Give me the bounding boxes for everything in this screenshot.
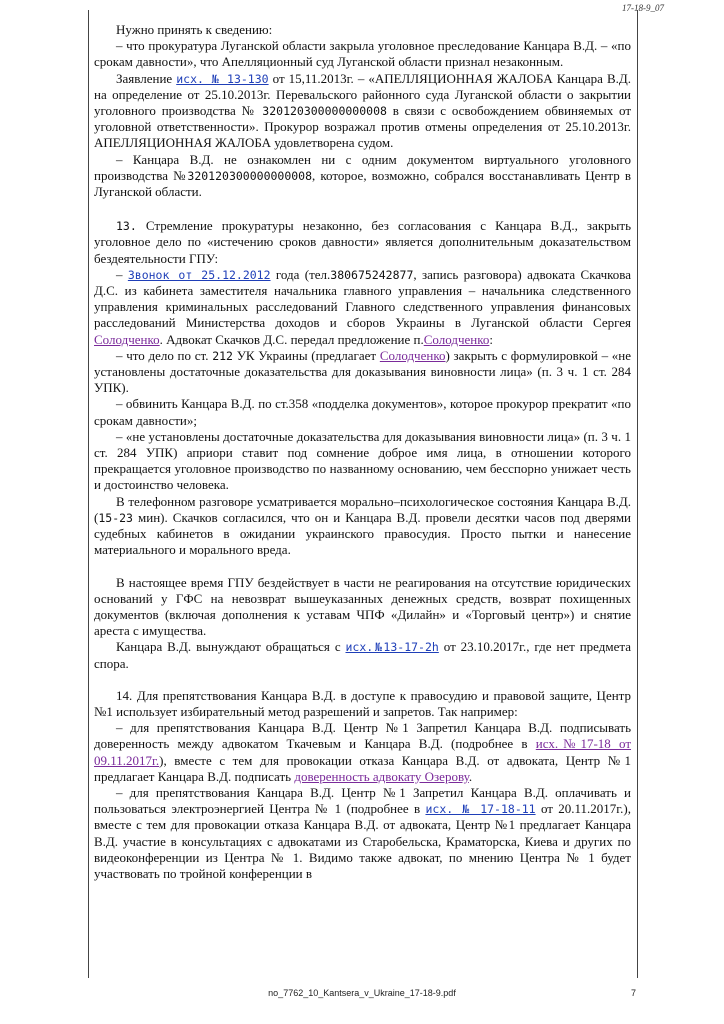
- paragraph-phone-conversation: В телефонном разговоре усматривается морально–психологическое состояния Канцара В.Д. (15-23 мин). Скачков согласился, что он и Канцара В.Д. провели десятки часов под дверями судебных кабинетов в ожидании украинского правосудия. Просто пытки и нанесение материального и морального вреда.: [94, 493, 632, 558]
- page-number: 7: [630, 988, 636, 998]
- person-link[interactable]: Солодченко: [94, 331, 160, 347]
- outgoing-doc-link[interactable]: исх. № 17-18-11: [425, 802, 536, 817]
- case-number: 320120300000000008: [262, 104, 387, 119]
- paragraph-article-212: – что дело по ст. 212 УК Украины (предлагает Солодченко) закрыть с формулировкой – «не установлены достаточные доказательства для доказывания виновности лица» (п. 3 ч. 1 ст. 284 УПК).: [94, 347, 632, 396]
- appeal-doc-link[interactable]: исх. № 13-130: [176, 71, 269, 86]
- paragraph-power-of-attorney: – для препятствования Канцара В.Д. Центр №1 Запретил Канцара В.Д. подписывать доверенность между адвокатом Ткачевым и Канцара В.Д. (подробнее в исх.№17-18 от 09.11.2017г.), вместе с тем для провокации отказа Канцара В.Д. от адвоката, Центр №1 предлагает Канцара В.Д. подписать доверенность адвокату Озерову.: [94, 720, 632, 784]
- person-link[interactable]: Солодченко: [423, 331, 490, 347]
- paragraph-gpu-inaction: В настоящее время ГПУ бездействует в части не реагирования на отсутствие юридических оснований у ГФС на невозврат вышеуказанных денежных средств, возврат похищенных документов (включая дополнения к уставам ЧПФ «Дилайн» и «Торговый центр») и снятие ареста с имущества.: [94, 574, 631, 639]
- paragraph-article-358: – обвинить Канцара В.Д. по ст.358 «подделка документов», которое прокурор прекратит «по срокам давности»;: [94, 396, 631, 428]
- phone-number: 380675242877: [330, 267, 414, 282]
- outgoing-doc-link[interactable]: исх.№13-17-2h: [345, 640, 439, 655]
- attorney-doc-link[interactable]: доверенность адвокату Озерову: [294, 768, 469, 784]
- person-link[interactable]: Солодченко: [379, 347, 446, 363]
- document-body: [94, 22, 631, 882]
- paragraph-electricity: – для препятствования Канцара В.Д. Центр №1 Запретил Канцара В.Д. оплачивать и пользоваться электроэнергией Центра № 1 (подробнее в исх. № 17-18-11 от 20.11.2017г.), вместе с тем для провокации отказа Канцара В.Д. от адвоката, Центр №1 предлагает Канцара В.Д. участие в консультациях с адвокатами из Старобельска, Краматорска, Киева и других по видеоконференции из Центра № 1. Видимо также адвокат, по мнению Центра № 1 будет участвовать по тройной конференции в: [94, 784, 631, 881]
- outgoing-doc-link[interactable]: исх.№17-18 от 09.11.2017г.: [94, 736, 632, 768]
- phone-call-link[interactable]: Звонок от 25.12.2012: [127, 267, 271, 282]
- case-number: 320120300000000008: [187, 168, 313, 183]
- paragraph-presumption: – «не установлены достаточные доказательства для доказывания виновности лица» (п. 3 ч. 1 ст. 284 УПК) априори ставит под сомнение доброе имя лица, в отношении которого прекращается уголовное производство по названному основанию, чем бесспорно унижает честь и достоинство человека.: [94, 428, 631, 493]
- section-number: 13.: [116, 219, 137, 234]
- paragraph-13: 13. Стремление прокуратуры незаконно, без согласования с Канцара В.Д., закрыть уголовное дело по «истечению сроков давности» является дополнительным доказательством бездеятельности ГПУ:: [94, 218, 632, 266]
- footer-filename: no_7762_10_Kantsera_v_Ukraine_17-18-9.pdf: [268, 988, 456, 998]
- paragraph-notice: Нужно принять к сведению:: [116, 22, 273, 37]
- paragraph-not-familiarized: – Канцара В.Д. не ознакомлен ни с одним документом виртуального уголовного производства №320120300000000008, которое, возможно, собрался восстанавливать Центр в Луганской области.: [94, 151, 631, 200]
- paragraph-prosecution-closed: – что прокуратура Луганской области закрыла уголовное преследование Канцара В.Д. – «по срокам давности», что Апелляционный суд Луганской области признал незаконным.: [94, 38, 631, 70]
- paragraph-forced-appeal: Канцара В.Д. вынуждают обращаться с исх.№13-17-2h от 23.10.2017г., где нет предмета спора.: [94, 639, 631, 671]
- page-header-code: 17-18-9_07: [622, 3, 664, 13]
- paragraph-phone-call: – Звонок от 25.12.2012 года (тел.380675242877, запись разговора) адвоката Скачкова Д.С. из кабинета заместителя начальника главного управления – начальника следственного управления криминальных расследований Главного следственного управления финансовых расследований Министерства доходов и сборов Украины в Луганской области Сергея Солодченко. Адвокат Скачков Д.С. передал предложение п.Солодченко:: [94, 266, 631, 347]
- paragraph-appeal: Заявление исх. № 13-130 от 15,11.2013г. – «АПЕЛЛЯЦИОННАЯ ЖАЛОБА Канцара В.Д. на определение от 25.10.2013г. Перевальского районного суда Луганской области о закрытии уголовного производства № 320120300000000008 в связи с освобождением обвиняемых от уголовной ответственности». Прокурор возражал против отмены определения от 25.10.2013г. АПЕЛЛЯЦИОННАЯ ЖАЛОБА удовлетворена судом.: [94, 70, 632, 151]
- paragraph-14: 14. Для препятствования Канцара В.Д. в доступе к правосудию и правовой защите, Центр №1 использует избирательный метод разрешений и запретов. Так например:: [94, 687, 632, 719]
